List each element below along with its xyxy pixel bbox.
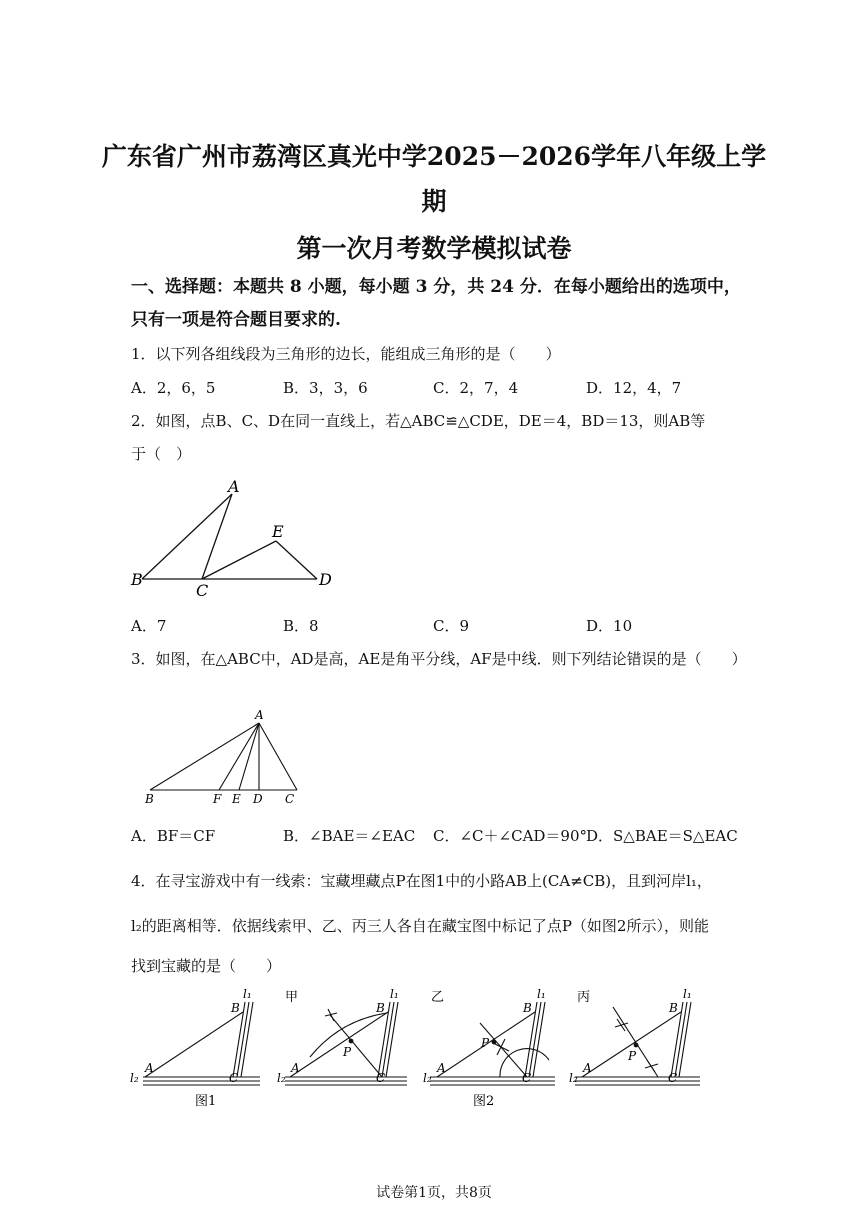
q4-figures xyxy=(125,985,725,1120)
page-footer: 试卷第1页，共8页 xyxy=(376,1185,492,1201)
q2-label-a: A xyxy=(228,477,240,496)
q1-option-b: B．3，3，6 xyxy=(283,379,368,397)
q3-label-a: A xyxy=(255,708,264,722)
q3-line-ab xyxy=(150,723,259,790)
q2-option-d: D．10 xyxy=(586,617,633,635)
q3-option-c: C．∠C＋∠CAD＝90° xyxy=(433,827,588,845)
q3-option-b: B．∠BAE＝∠EAC xyxy=(283,827,416,845)
q3-figure xyxy=(140,700,310,810)
q4-f4-label-l1: l₁ xyxy=(683,987,692,1001)
q4-panel-jia xyxy=(285,1002,407,1085)
q2-line-ab xyxy=(142,494,232,579)
q1-stem: 1．以下列各组线段为三角形的边长，能组成三角形的是（ ） xyxy=(131,345,561,363)
section-heading-line1: 一、选择题：本题共 8 小题，每小题 3 分，共 24 分．在每小题给出的选项中， xyxy=(131,277,741,297)
q4-f1-label-b: B xyxy=(231,1001,240,1015)
q2-option-c: C．9 xyxy=(433,617,470,635)
q2-label-c: C xyxy=(196,581,209,600)
q3-label-b: B xyxy=(145,792,154,806)
q2-option-b: B．8 xyxy=(283,617,319,635)
q4-f2-label-c: C xyxy=(376,1071,386,1085)
q3-label-f: F xyxy=(213,792,222,806)
q2-figure xyxy=(125,470,345,600)
q4-f2-label-p: P xyxy=(343,1045,352,1059)
q4-stem-line3: 找到宝藏的是（ ） xyxy=(131,957,282,975)
q3-label-c: C xyxy=(285,792,295,806)
q3-stem: 3．如图，在△ABC中，AD是高，AE是角平分线，AF是中线．则下列结论错误的是（ ） xyxy=(131,650,747,668)
q4-point-p-jia xyxy=(349,1039,354,1044)
q2-option-a: A．7 xyxy=(131,617,167,635)
q4-f2-label-a: A xyxy=(291,1061,300,1075)
q2-label-b: B xyxy=(131,570,143,589)
q4-f3-label-c: C xyxy=(522,1071,532,1085)
q4-panel-fig1 xyxy=(143,1002,260,1085)
page-title-line2: 期 xyxy=(421,187,447,216)
q4-f3-label-a: A xyxy=(437,1061,446,1075)
q2-stem-line1: 2．如图，点B、C、D在同一直线上，若△ABC≌△CDE，DE＝4，BD＝13，则AB等 xyxy=(131,412,706,430)
q4-point-p-yi xyxy=(492,1040,497,1045)
q2-label-e: E xyxy=(272,522,284,541)
q3-option-a: A．BF＝CF xyxy=(131,827,216,845)
q4-f1-label-c: C xyxy=(229,1071,239,1085)
q3-option-d: D．S△BAE＝S△EAC xyxy=(586,827,738,845)
q3-label-e: E xyxy=(232,792,241,806)
q4-panel-label-yi: 乙 xyxy=(431,990,445,1005)
q4-f1-label-a: A xyxy=(145,1061,154,1075)
q4-f4-label-a: A xyxy=(583,1061,592,1075)
q4-caption-fig1: 图1 xyxy=(195,1094,217,1109)
q2-label-d: D xyxy=(319,570,332,589)
q3-line-af xyxy=(219,723,259,790)
q4-f4-label-b: B xyxy=(669,1001,678,1015)
q4-point-p-bing xyxy=(634,1043,639,1048)
q4-f4-label-l2: l₂ xyxy=(569,1071,578,1085)
q1-option-a: A．2，6，5 xyxy=(131,379,216,397)
q1-option-d: D．12，4，7 xyxy=(586,379,682,397)
q4-f1-label-l2: l₂ xyxy=(130,1071,139,1085)
q4-f3-label-b: B xyxy=(523,1001,532,1015)
q4-f4-label-p: P xyxy=(628,1049,637,1063)
q4-f3-label-l2: l₂ xyxy=(423,1071,432,1085)
q4-stem-line2: l₂的距离相等．依据线索甲、乙、丙三人各自在藏宝图中标记了点P（如图2所示），则能 xyxy=(131,917,709,935)
q1-option-c: C．2，7，4 xyxy=(433,379,519,397)
q4-f2-label-b: B xyxy=(376,1001,385,1015)
q4-stem-line1: 4．在寻宝游戏中有一线索：宝藏埋藏点P在图1中的小路AB上(CA≠CB)，且到河岸l₁， xyxy=(131,872,712,890)
q4-f3-label-p: P xyxy=(481,1036,490,1050)
q4-panel-label-bing: 丙 xyxy=(577,990,591,1005)
q4-f4-label-c: C xyxy=(668,1071,678,1085)
q4-f2-label-l1: l₁ xyxy=(390,987,399,1001)
page-subtitle: 第一次月考数学模拟试卷 xyxy=(296,234,572,263)
section-heading-line2: 只有一项是符合题目要求的. xyxy=(131,310,341,330)
q4-f1-label-l1: l₁ xyxy=(243,987,252,1001)
page-title-line1: 广东省广州市荔湾区真光中学2025－2026学年八年级上学 xyxy=(101,142,767,171)
q4-f3-label-l1: l₁ xyxy=(537,987,546,1001)
q2-stem-line2: 于（ ） xyxy=(131,445,192,463)
q3-line-ac xyxy=(259,723,297,790)
q4-f2-label-l2: l₂ xyxy=(277,1071,286,1085)
q4-panel-label-jia: 甲 xyxy=(285,990,299,1005)
q2-line-ed xyxy=(276,541,317,579)
q4-caption-fig2: 图2 xyxy=(473,1094,495,1109)
q3-label-d: D xyxy=(253,792,263,806)
